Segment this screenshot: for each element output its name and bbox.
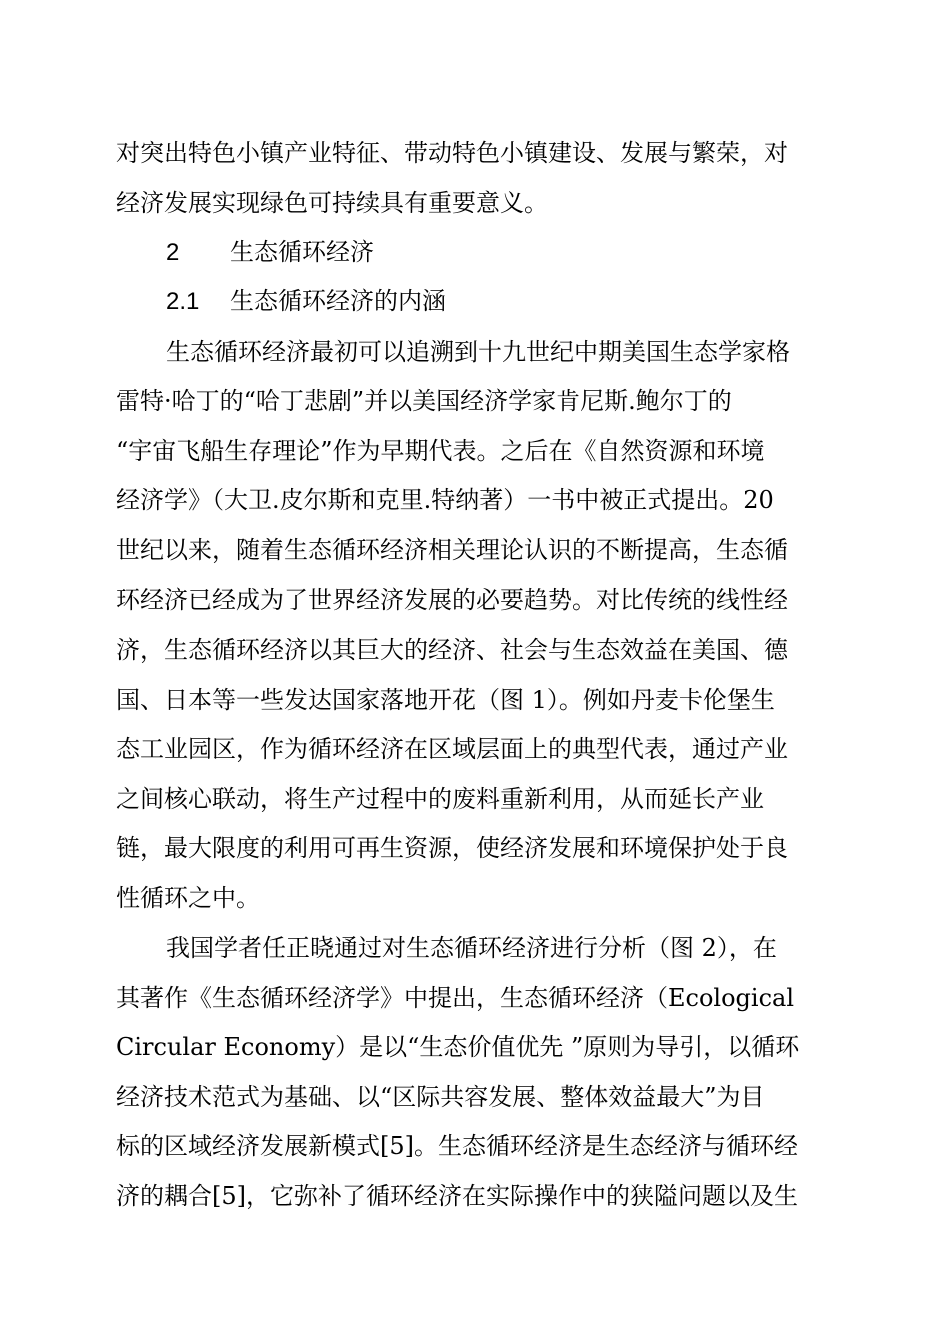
- body-text-line: 国、日本等一些发达国家落地开花（图 1）。例如丹麦卡伦堡生: [116, 686, 775, 714]
- body-text-line: 性循环之中。: [116, 884, 260, 912]
- body-text-line: 济，生态循环经济以其巨大的经济、社会与生态效益在美国、德: [116, 636, 788, 664]
- section-title: 生态循环经济: [230, 238, 374, 266]
- paragraph-first-line: 我国学者任正晓通过对生态循环经济进行分析（图 2），在: [166, 934, 777, 962]
- body-text-line: 态工业园区，作为循环经济在区域层面上的典型代表，通过产业: [116, 735, 788, 763]
- subsection-title: 生态循环经济的内涵: [230, 287, 446, 315]
- body-text-line: 其著作《生态循环经济学》中提出，生态循环经济（Ecological: [116, 984, 794, 1012]
- body-text-line: 世纪以来，随着生态循环经济相关理论认识的不断提高，生态循: [116, 536, 788, 564]
- section-heading: [166, 236, 374, 268]
- subsection-heading: [166, 285, 446, 317]
- body-text-line: 环经济已经成为了世界经济发展的必要趋势。对比传统的线性经: [116, 586, 788, 614]
- body-text-line: 标的区域经济发展新模式[5]。生态循环经济是生态经济与循环经: [116, 1132, 798, 1160]
- body-text-line: 经济学》（大卫.皮尔斯和克里.特纳著）一书中被正式提出。20: [116, 486, 774, 514]
- body-text-line: Circular Economy）是以“生态价值优先 ”原则为导引，以循环: [116, 1033, 800, 1061]
- body-text-line: “宇宙飞船生存理论”作为早期代表。之后在《自然资源和环境: [116, 437, 765, 465]
- subsection-number: 2.1: [166, 288, 200, 315]
- body-text-line: 济的耦合[5]，它弥补了循环经济在实际操作中的狭隘问题以及生: [116, 1182, 798, 1210]
- body-text-line: 之间核心联动，将生产过程中的废料重新利用，从而延长产业: [116, 785, 764, 813]
- body-text-line: 经济技术范式为基础、以“区际共容发展、整体效益最大”为目: [116, 1083, 765, 1111]
- paragraph-first-line: 生态循环经济最初可以追溯到十九世纪中期美国生态学家格: [166, 338, 790, 366]
- body-text-line: 雷特·哈丁的“哈丁悲剧”并以美国经济学家肯尼斯.鲍尔丁的: [116, 387, 732, 415]
- body-text-line: 经济发展实现绿色可持续具有重要意义。: [116, 189, 548, 217]
- section-number: 2: [166, 239, 180, 266]
- body-text-line: 对突出特色小镇产业特征、带动特色小镇建设、发展与繁荣，对: [116, 139, 788, 167]
- body-text-line: 链，最大限度的利用可再生资源，使经济发展和环境保护处于良: [116, 834, 788, 862]
